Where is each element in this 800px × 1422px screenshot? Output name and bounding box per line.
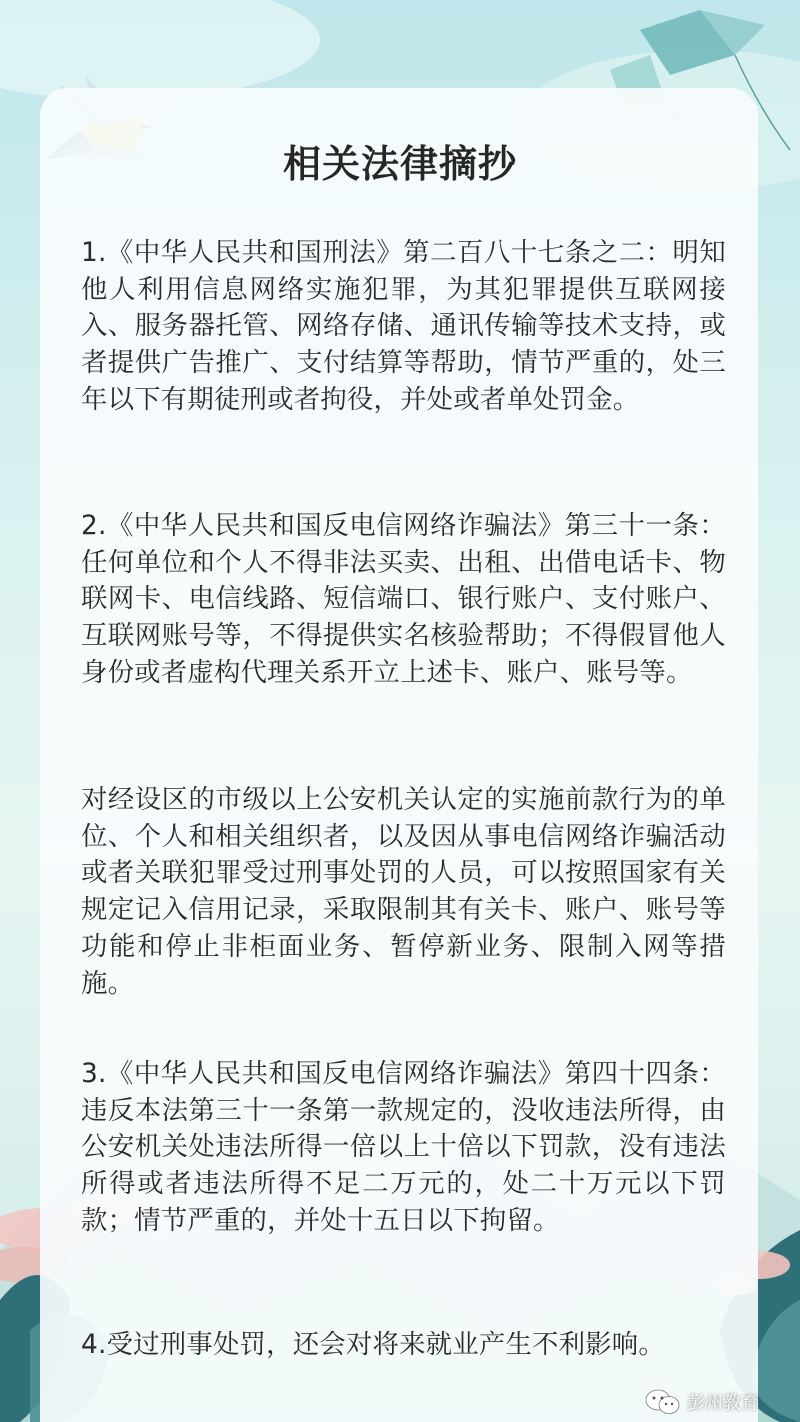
law-paragraph-2: 2.《中华人民共和国反电信网络诈骗法》第三十一条：任何单位和个人不得非法买卖、出租、出借电话卡、物联网卡、电信线路、短信端口、银行账户、支付账户、互联网账号等，不得提供实名核验帮助；不得假冒他人身份或者虚构代理关系开立上述卡、账户、账号等。 (81, 510, 726, 688)
background-cloud (0, 0, 320, 100)
law-paragraph-1: 1.《中华人民共和国刑法》第二百八十七条之二：明知他人利用信息网络实施犯罪，为其犯罪提供互联网接入、服务器托管、网络存储、通讯传输等技术支持，或者提供广告推广、支付结算等帮助，情节严重的，处三年以下有期徒刑或者拘役，并处或者单处罚金。 (81, 237, 726, 415)
source-name: 彭州教育 (687, 1393, 759, 1414)
law-paragraph-2-continued: 对经设区的市级以上公安机关认定的实施前款行为的单位、个人和相关组织者，以及因从事电信网络诈骗活动或者关联犯罪受过刑事处罚的人员，可以按照国家有关规定记入信用记录，采取限制其有关卡、账户、账号等功能和停止非柜面业务、暂停新业务、限制入网等措施。 (81, 784, 726, 999)
page-title: 相关法律摘抄 (282, 142, 517, 186)
wechat-icon (645, 1389, 681, 1415)
source-watermark (645, 1388, 759, 1416)
law-paragraph-3: 3.《中华人民共和国反电信网络诈骗法》第四十四条：违反本法第三十一条第一款规定的，没收违法所得，由公安机关处违法所得一倍以上十倍以下罚款，没有违法所得或者违法所得不足二万元的，处二十万元以下罚款；情节严重的，并处十五日以下拘留。 (81, 1058, 726, 1236)
law-paragraph-4: 4.受过刑事处罚，还会对将来就业产生不利影响。 (81, 1329, 665, 1360)
